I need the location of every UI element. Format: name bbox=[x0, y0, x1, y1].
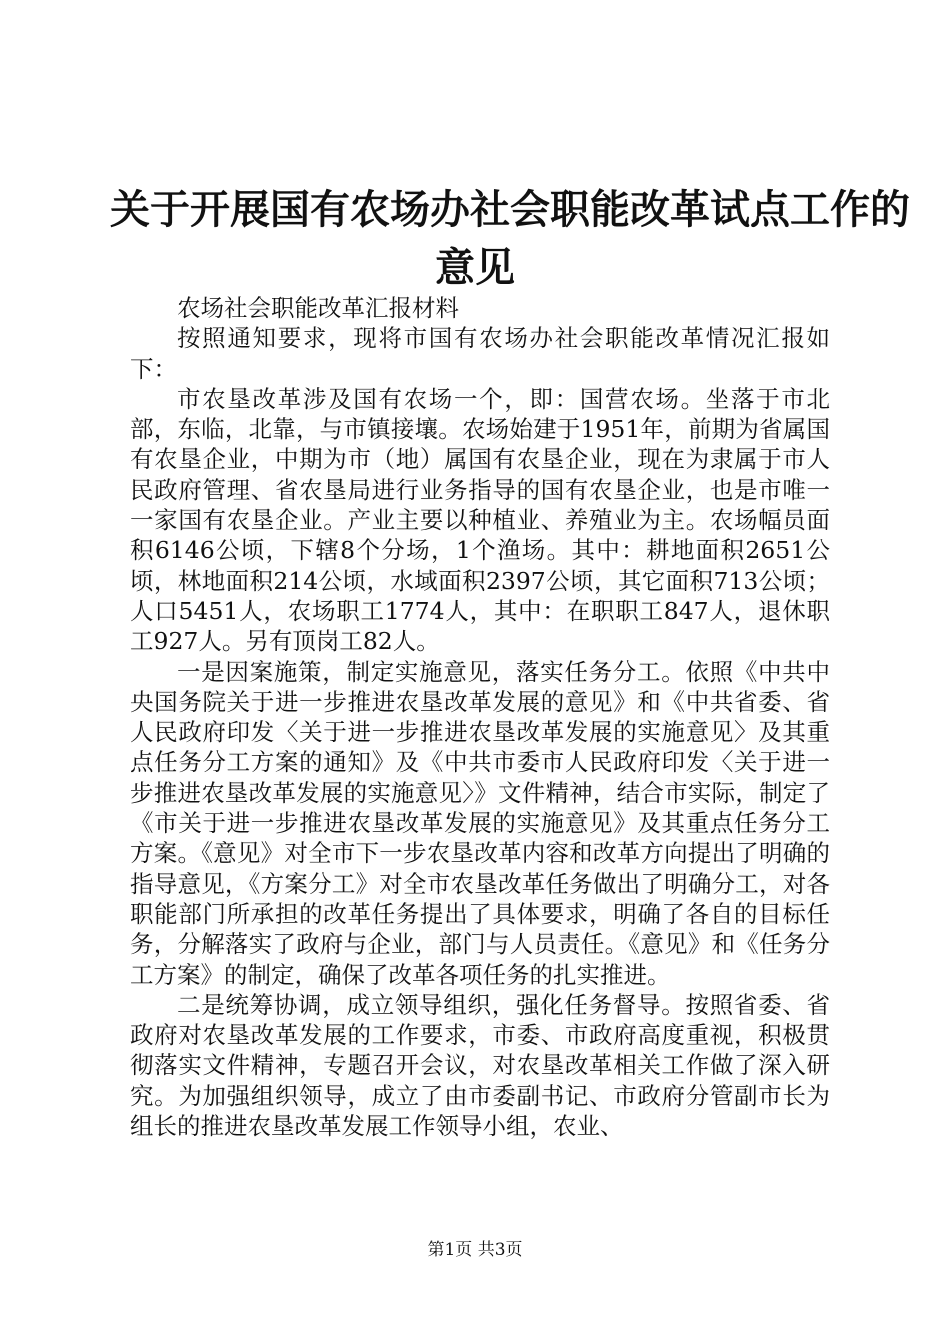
page-number-footer: 第1页 共3页 bbox=[427, 1240, 523, 1260]
document-title-line-2: 意见 bbox=[435, 244, 515, 291]
document-title-line-1: 关于开展国有农场办社会职能改革试点工作的 bbox=[110, 186, 910, 233]
overview-paragraph: 市农垦改革涉及国有农场一个，即：国营农场。坐落于市北部，东临，北靠，与市镇接壤。农场始建于1951年，前期为省属国有农垦企业，中期为市（地）属国有农垦企业，现在为隶属于市人民政府管理、省农垦局进行业务指导的国有农垦企业，也是市唯一一家国有农垦企业。产业主要以种植业、养殖业为主。农场幅员面积6146公顷，下辖8个分场，1个渔场。其中：耕地面积2651公顷，林地面积214公顷，水域面积2397公顷，其它面积713公顷；人口5451人，农场职工1774人，其中：在职职工847人，退休职工927人。另有顶岗工82人。 bbox=[130, 384, 830, 656]
measure-two-paragraph: 二是统筹协调，成立领导组织，强化任务督导。按照省委、省政府对农垦改革发展的工作要求，市委、市政府高度重视，积极贯彻落实文件精神，专题召开会议，对农垦改革相关工作做了深入研究。为加强组织领导，成立了由市委副书记、市政府分管副市长为组长的推进农垦改革发展工作领导小组，农业、 bbox=[130, 990, 830, 1141]
intro-paragraph: 按照通知要求，现将市国有农场办社会职能改革情况汇报如下： bbox=[130, 324, 830, 383]
measure-one-paragraph: 一是因案施策，制定实施意见，落实任务分工。依照《中共中央国务院关于进一步推进农垦改革发展的意见》和《中共省委、省人民政府印发〈关于进一步推进农垦改革发展的实施意见〉及其重点任务分工方案的通知》及《中共市委市人民政府印发〈关于进一步推进农垦改革发展的实施意见〉》文件精神，结合市实际，制定了《市关于进一步推进农垦改革发展的实施意见》及其重点任务分工方案。《意见》对全市下一步农垦改革内容和改革方向提出了明确的指导意见，《方案分工》对全市农垦改革任务做出了明确分工，对各职能部门所承担的改革任务提出了具体要求，明确了各自的目标任务，分解落实了政府与企业，部门与人员责任。《意见》和《任务分工方案》的制定，确保了改革各项任务的扎实推进。 bbox=[130, 657, 830, 989]
document-body bbox=[130, 293, 830, 1141]
subtitle-paragraph: 农场社会职能改革汇报材料 bbox=[177, 294, 459, 322]
